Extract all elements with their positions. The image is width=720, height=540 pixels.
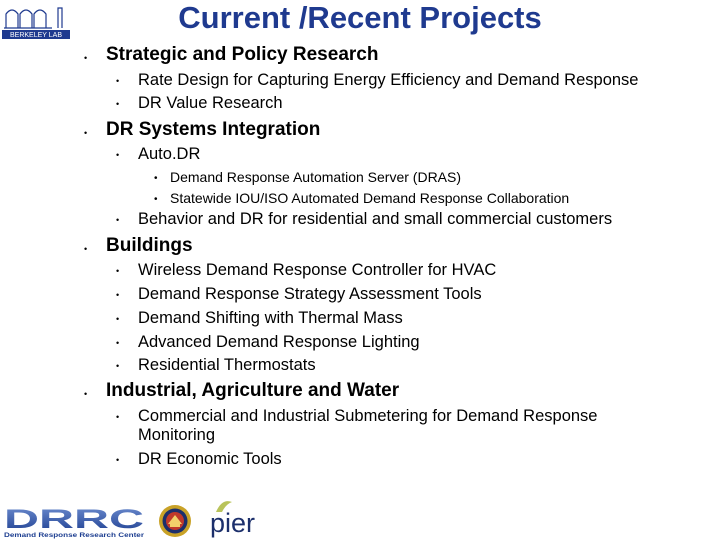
bullet: • [116, 455, 120, 465]
section-dr-systems: DR Systems Integration [106, 119, 321, 140]
logo-caption: BERKELEY LAB [9, 32, 63, 39]
list-item: Demand Response Strategy Assessment Tools [138, 285, 482, 303]
sub-item: Demand Response Automation Server (DRAS) [170, 169, 462, 185]
bullet: • [116, 99, 120, 109]
bullet: • [84, 53, 88, 63]
bullet: • [116, 76, 120, 86]
list-item: Demand Shifting with Thermal Mass [138, 309, 403, 327]
list-item: Residential Thermostats [138, 356, 316, 374]
bullet: • [116, 314, 120, 324]
bullet: • [116, 215, 120, 225]
bullet: • [154, 194, 158, 205]
bullet: • [84, 128, 88, 138]
list-item: Wireless Demand Response Controller for HVAC [138, 261, 497, 279]
section-strategic: Strategic and Policy Research [106, 44, 379, 65]
drrc-logo [2, 506, 150, 540]
bullet: • [116, 412, 120, 422]
list-item: Behavior and DR for residential and small commercial customers [138, 210, 613, 228]
cec-seal-icon [158, 504, 192, 538]
section-buildings: Buildings [106, 235, 193, 256]
drrc-wordmark: DRRC [4, 506, 144, 534]
drrc-caption: Demand Response Research Center [4, 532, 145, 539]
page-title: Current /Recent Projects [178, 0, 542, 35]
list-item: DR Economic Tools [138, 450, 282, 468]
bullet: • [84, 389, 88, 399]
bullet: • [116, 150, 120, 160]
list-item: Commercial and Industrial Submetering for Demand Response [138, 407, 598, 425]
section-industrial: Industrial, Agriculture and Water [106, 380, 400, 401]
sub-item: Statewide IOU/ISO Automated Demand Response Collaboration [170, 190, 570, 206]
bullet: • [116, 290, 120, 300]
list-item: Rate Design for Capturing Energy Efficiency and Demand Response [138, 71, 639, 89]
list-item: Advanced Demand Response Lighting [138, 333, 420, 351]
bullet: • [154, 173, 158, 184]
pier-wordmark: pier [210, 508, 256, 538]
list-item: Auto.DR [138, 145, 201, 163]
bullet: • [116, 266, 120, 276]
bullet: • [116, 361, 120, 371]
bullet: • [116, 338, 120, 348]
list-item: DR Value Research [138, 94, 283, 112]
list-item-continuation: Monitoring [138, 426, 216, 444]
bullet: • [84, 244, 88, 254]
pier-logo [208, 496, 268, 540]
